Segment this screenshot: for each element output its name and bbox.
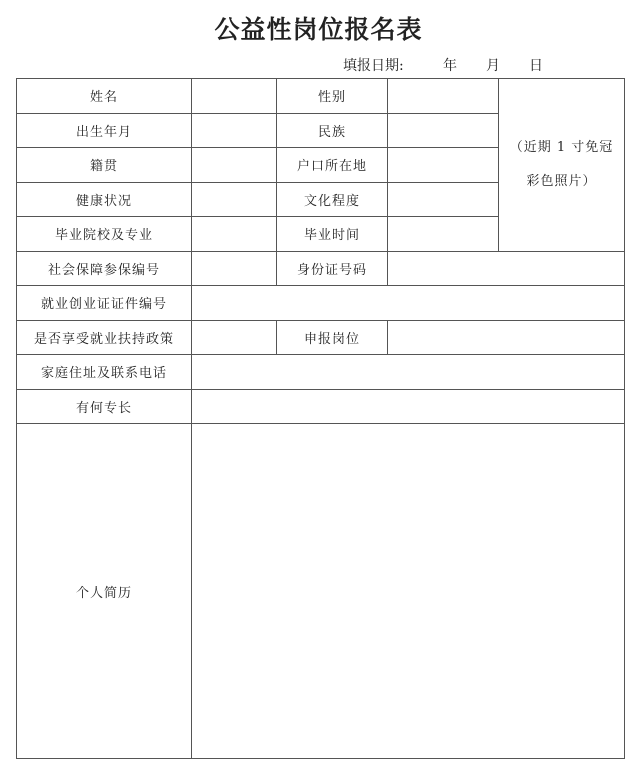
- label-employment-cert: 就业创业证证件编号: [17, 286, 192, 321]
- input-ethnicity[interactable]: [388, 113, 499, 148]
- label-hukou: 户口所在地: [277, 148, 388, 183]
- label-name: 姓名: [17, 79, 192, 114]
- label-policy: 是否享受就业扶持政策: [17, 320, 192, 355]
- input-specialty[interactable]: [192, 389, 625, 424]
- fill-date-month: 月: [486, 58, 500, 74]
- label-health: 健康状况: [17, 182, 192, 217]
- label-position: 申报岗位: [277, 320, 388, 355]
- label-ethnicity: 民族: [277, 113, 388, 148]
- input-policy[interactable]: [192, 320, 277, 355]
- input-hukou[interactable]: [388, 148, 499, 183]
- input-position[interactable]: [388, 320, 625, 355]
- label-id-number: 身份证号码: [277, 251, 388, 286]
- photo-box[interactable]: [499, 79, 625, 252]
- fill-date-day: 日: [529, 58, 543, 74]
- photo-note-line1: （近期 1 寸免冠: [509, 139, 614, 155]
- input-resume[interactable]: [192, 424, 625, 759]
- input-id-number[interactable]: [388, 251, 625, 286]
- label-specialty: 有何专长: [17, 389, 192, 424]
- input-grad-time[interactable]: [388, 217, 499, 252]
- input-gender[interactable]: [388, 79, 499, 114]
- label-school-major: 毕业院校及专业: [17, 217, 192, 252]
- input-native-place[interactable]: [192, 148, 277, 183]
- label-education: 文化程度: [277, 182, 388, 217]
- input-health[interactable]: [192, 182, 277, 217]
- input-name[interactable]: [192, 79, 277, 114]
- form-title: 公益性岗位报名表: [214, 15, 423, 44]
- label-address-phone: 家庭住址及联系电话: [17, 355, 192, 390]
- label-resume: 个人简历: [17, 424, 192, 759]
- input-birth[interactable]: [192, 113, 277, 148]
- label-birth: 出生年月: [17, 113, 192, 148]
- input-address-phone[interactable]: [192, 355, 625, 390]
- input-social-security[interactable]: [192, 251, 277, 286]
- label-social-security: 社会保障参保编号: [17, 251, 192, 286]
- input-employment-cert[interactable]: [192, 286, 625, 321]
- fill-date-label: 填报日期:: [343, 58, 404, 74]
- label-gender: 性别: [277, 79, 388, 114]
- label-grad-time: 毕业时间: [277, 217, 388, 252]
- input-school-major[interactable]: [192, 217, 277, 252]
- label-native-place: 籍贯: [17, 148, 192, 183]
- fill-date-year: 年: [443, 58, 457, 74]
- registration-table: [16, 78, 625, 759]
- input-education[interactable]: [388, 182, 499, 217]
- photo-note-line2: 彩色照片）: [526, 173, 597, 189]
